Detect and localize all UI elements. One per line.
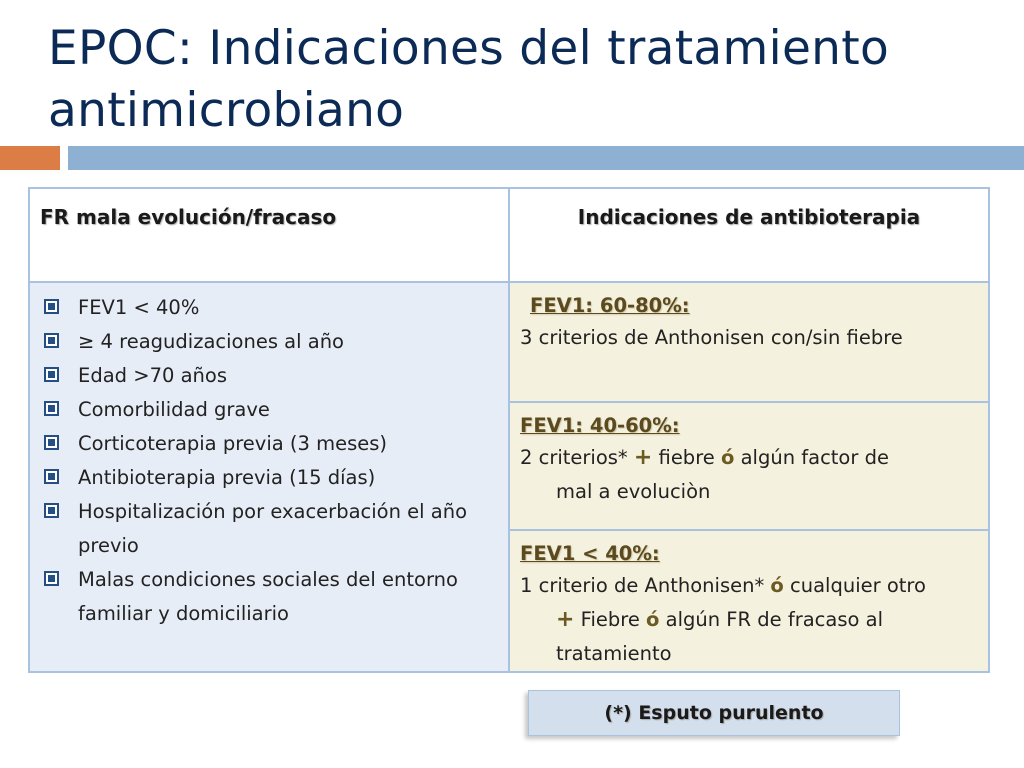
- indication-text: 1 criterio de Anthonisen*: [520, 574, 765, 597]
- risk-factor-text: FEV1 < 40%: [78, 296, 200, 319]
- indication-body: 3 criterios de Anthonisen con/sin fiebre: [520, 326, 903, 349]
- indication-fev1-60-80: [509, 282, 989, 402]
- indication-fev1-lt-40: [509, 530, 989, 672]
- risk-factors-cell: [29, 282, 509, 672]
- checkbox-bullet-icon: [44, 367, 59, 382]
- plus-sign: +: [633, 445, 653, 470]
- footnote-text: (*) Esputo purulento: [604, 702, 824, 724]
- or-word: ó: [646, 608, 660, 631]
- indication-text: 2 criterios*: [520, 446, 628, 469]
- checkbox-bullet-icon: [44, 333, 59, 348]
- indication-title: FEV1 < 40%:: [520, 542, 660, 565]
- indication-fev1-40-60: [509, 402, 989, 530]
- checkbox-bullet-icon: [44, 503, 59, 518]
- indication-text: Fiebre: [580, 608, 640, 631]
- indication-text: cualquier otro: [790, 574, 926, 597]
- footnote-box: [528, 690, 900, 736]
- risk-factor-text: Antibioterapia previa (15 días): [78, 466, 376, 489]
- risk-factor-text: ≥ 4 reagudizaciones al año: [78, 330, 344, 353]
- risk-factor-item: [44, 325, 508, 359]
- accent-bar-blue: [68, 146, 1024, 170]
- checkbox-bullet-icon: [44, 435, 59, 450]
- indication-text: tratamiento: [556, 642, 672, 665]
- risk-factor-text: Comorbilidad grave: [78, 398, 270, 421]
- checkbox-bullet-icon: [44, 469, 59, 484]
- slide-title: EPOC: Indicaciones del tratamiento antimicrobiano: [48, 21, 890, 138]
- checkbox-bullet-icon: [44, 401, 59, 416]
- risk-factor-text: Edad >70 años: [78, 364, 227, 387]
- indication-title: FEV1: 60-80%:: [530, 294, 690, 317]
- risk-factor-item: [44, 461, 508, 495]
- or-word: ó: [720, 446, 735, 469]
- risk-factor-item: [44, 495, 508, 563]
- indications-table: [28, 187, 990, 673]
- checkbox-bullet-icon: [44, 571, 59, 586]
- indication-text: algún factor de: [740, 446, 889, 469]
- risk-factor-text: Hospitalización por exacerbación el año previo: [78, 500, 468, 557]
- or-word: ó: [770, 574, 784, 597]
- risk-factors-list: [30, 283, 508, 631]
- risk-factor-item: [44, 427, 508, 461]
- indication-line: [520, 603, 978, 637]
- indication-title: FEV1: 40-60%:: [520, 414, 680, 437]
- accent-bar-orange: [0, 146, 60, 170]
- header-indications: Indicaciones de antibioterapia: [577, 205, 921, 229]
- risk-factor-text: Malas condiciones sociales del entorno familiar y domiciliario: [78, 568, 458, 625]
- risk-factor-text: Corticoterapia previa (3 meses): [78, 432, 388, 455]
- risk-factor-item: [44, 393, 508, 427]
- header-cell-risk-factors: [29, 188, 509, 282]
- indication-body: [520, 441, 978, 509]
- risk-factor-item: [44, 563, 508, 631]
- indication-text: algún FR de fracaso al: [665, 608, 883, 631]
- header-risk-factors: FR mala evolución/fracaso: [40, 205, 337, 229]
- plus-sign: +: [556, 607, 575, 632]
- indication-body: [520, 569, 978, 671]
- indication-text: fiebre: [658, 446, 715, 469]
- checkbox-bullet-icon: [44, 299, 59, 314]
- risk-factor-item: [44, 359, 508, 393]
- risk-factor-item: [44, 291, 508, 325]
- header-cell-indications: [509, 188, 989, 282]
- indication-text: mal a evoluciòn: [556, 480, 711, 503]
